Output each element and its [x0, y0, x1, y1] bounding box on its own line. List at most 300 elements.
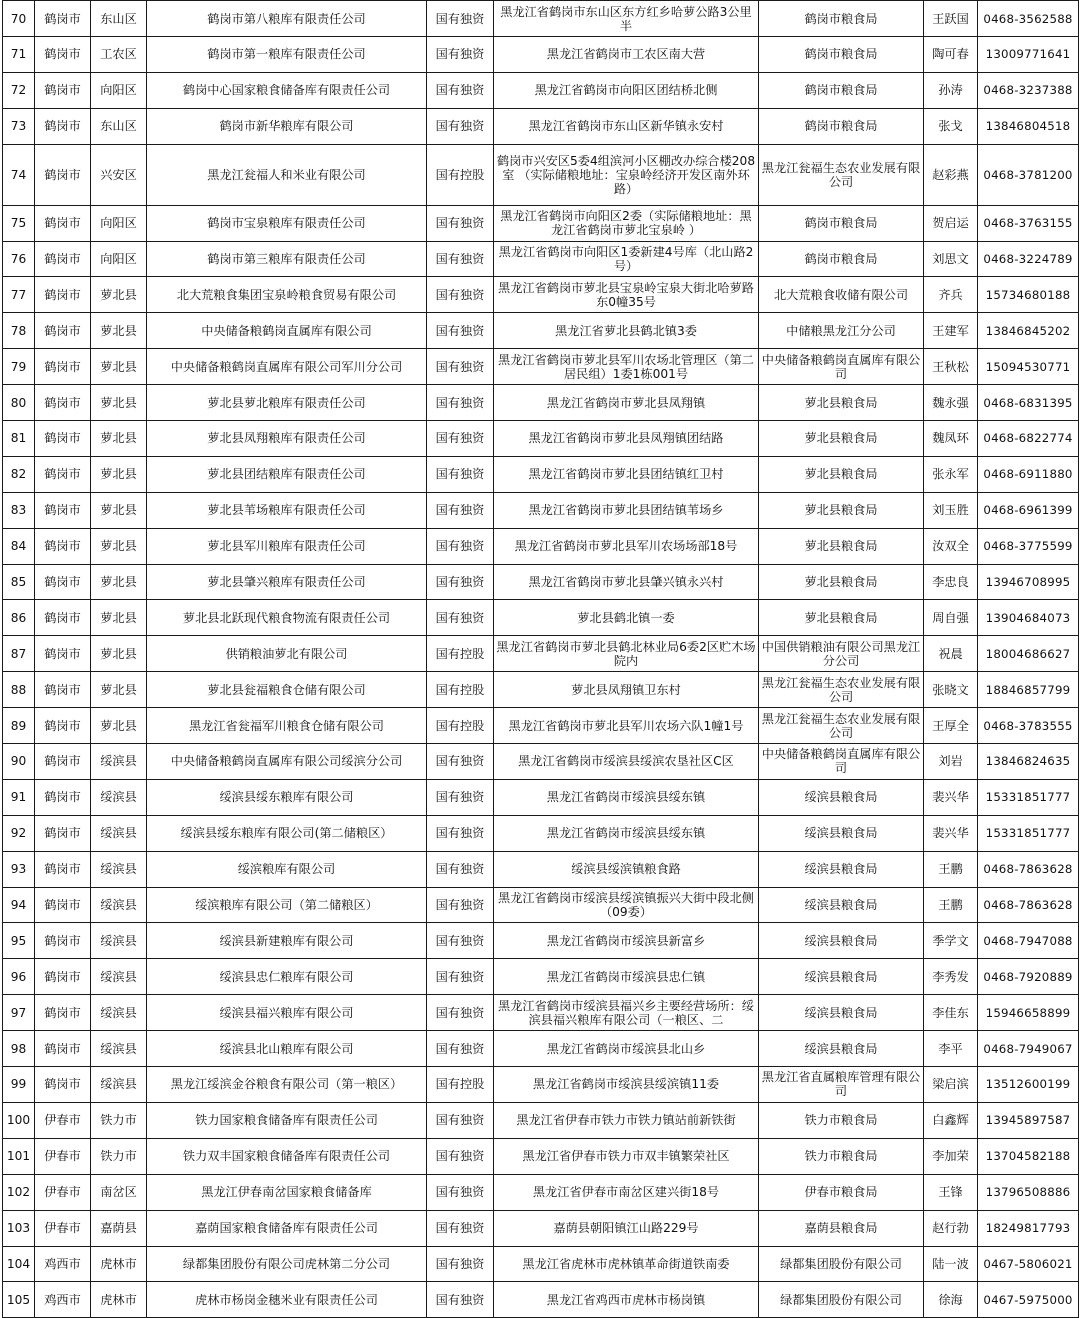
phone-number: 15094530771 — [978, 349, 1079, 385]
city: 鸡西市 — [35, 1282, 91, 1318]
phone-number: 15331851777 — [978, 779, 1079, 815]
contact-person: 赵彩燕 — [924, 144, 978, 205]
ownership-type: 国有控股 — [427, 672, 494, 708]
company-name: 萝北县军川粮库有限责任公司 — [147, 528, 427, 564]
supervising-unit: 中国供销粮油有限公司黑龙江分公司 — [759, 636, 924, 672]
ownership-type: 国有独资 — [427, 1, 494, 37]
row-number: 79 — [3, 349, 35, 385]
contact-person: 魏永强 — [924, 385, 978, 421]
address: 嘉荫县朝阳镇江山路229号 — [494, 1210, 759, 1246]
contact-person: 王锋 — [924, 1174, 978, 1210]
ownership-type: 国有独资 — [427, 108, 494, 144]
contact-person: 周自强 — [924, 600, 978, 636]
phone-number: 13846804518 — [978, 108, 1079, 144]
address: 黑龙江省伊春市铁力市双丰镇繁荣社区 — [494, 1138, 759, 1174]
company-name: 中央储备粮鹤岗直属库有限公司军川分公司 — [147, 349, 427, 385]
table-row — [3, 600, 1079, 636]
district: 萝北县 — [91, 672, 147, 708]
phone-number: 0467-5975000 — [978, 1282, 1079, 1318]
contact-person: 魏凤环 — [924, 421, 978, 457]
company-name: 绥滨县新建粮库有限公司 — [147, 923, 427, 959]
contact-person: 张晓文 — [924, 672, 978, 708]
contact-person: 孙涛 — [924, 72, 978, 108]
ownership-type: 国有独资 — [427, 851, 494, 887]
city: 鹤岗市 — [35, 72, 91, 108]
ownership-type: 国有独资 — [427, 205, 494, 241]
ownership-type: 国有控股 — [427, 1067, 494, 1103]
row-number: 85 — [3, 564, 35, 600]
city: 鹤岗市 — [35, 205, 91, 241]
address: 黑龙江省鹤岗市绥滨县福兴乡主要经营场所：绥滨县福兴粮库有限公司（一粮区、二 — [494, 995, 759, 1031]
phone-number: 18249817793 — [978, 1210, 1079, 1246]
contact-person: 陆一波 — [924, 1246, 978, 1282]
ownership-type: 国有独资 — [427, 349, 494, 385]
district: 绥滨县 — [91, 995, 147, 1031]
table-row — [3, 636, 1079, 672]
row-number: 71 — [3, 37, 35, 73]
table-row — [3, 385, 1079, 421]
address: 黑龙江省鹤岗市绥滨县绥东镇 — [494, 779, 759, 815]
address: 黑龙江省伊春市南岔区建兴街18号 — [494, 1174, 759, 1210]
table-body — [3, 1, 1079, 1318]
city: 鹤岗市 — [35, 779, 91, 815]
city: 鹤岗市 — [35, 564, 91, 600]
supervising-unit: 鹤岗市粮食局 — [759, 108, 924, 144]
ownership-type: 国有独资 — [427, 1102, 494, 1138]
row-number: 102 — [3, 1174, 35, 1210]
address: 萝北县鹤北镇一委 — [494, 600, 759, 636]
city: 鹤岗市 — [35, 923, 91, 959]
phone-number: 13009771641 — [978, 37, 1079, 73]
phone-number: 0468-3763155 — [978, 205, 1079, 241]
district: 南岔区 — [91, 1174, 147, 1210]
row-number: 99 — [3, 1067, 35, 1103]
city: 鹤岗市 — [35, 815, 91, 851]
supervising-unit: 鹤岗市粮食局 — [759, 241, 924, 277]
contact-person: 王厚全 — [924, 708, 978, 744]
table-row — [3, 72, 1079, 108]
row-number: 91 — [3, 779, 35, 815]
table-row — [3, 1246, 1079, 1282]
ownership-type: 国有独资 — [427, 528, 494, 564]
phone-number: 0468-3562588 — [978, 1, 1079, 37]
phone-number: 0467-5806021 — [978, 1246, 1079, 1282]
district: 萝北县 — [91, 528, 147, 564]
contact-person: 贺启运 — [924, 205, 978, 241]
company-name: 供销粮油萝北有限公司 — [147, 636, 427, 672]
supervising-unit: 萝北县粮食局 — [759, 456, 924, 492]
grain-depot-table — [2, 0, 1079, 1318]
district: 萝北县 — [91, 313, 147, 349]
company-name: 绿都集团股份有限公司虎林第二分公司 — [147, 1246, 427, 1282]
address: 黑龙江省鹤岗市东山区新华镇永安村 — [494, 108, 759, 144]
supervising-unit: 嘉荫县粮食局 — [759, 1210, 924, 1246]
supervising-unit: 黑龙江省直属粮库管理有限公司 — [759, 1067, 924, 1103]
ownership-type: 国有独资 — [427, 744, 494, 780]
supervising-unit: 萝北县粮食局 — [759, 564, 924, 600]
supervising-unit: 绥滨县粮食局 — [759, 959, 924, 995]
contact-person: 李秀发 — [924, 959, 978, 995]
phone-number: 0468-7863628 — [978, 887, 1079, 923]
district: 萝北县 — [91, 277, 147, 313]
table-row — [3, 887, 1079, 923]
city: 鹤岗市 — [35, 1, 91, 37]
city: 鹤岗市 — [35, 37, 91, 73]
company-name: 萝北县团结粮库有限责任公司 — [147, 456, 427, 492]
ownership-type: 国有独资 — [427, 385, 494, 421]
ownership-type: 国有独资 — [427, 37, 494, 73]
row-number: 96 — [3, 959, 35, 995]
district: 绥滨县 — [91, 851, 147, 887]
supervising-unit: 伊春市粮食局 — [759, 1174, 924, 1210]
company-name: 黑龙江瓮福人和米业有限公司 — [147, 144, 427, 205]
contact-person: 齐兵 — [924, 277, 978, 313]
contact-person: 祝晨 — [924, 636, 978, 672]
ownership-type: 国有独资 — [427, 923, 494, 959]
ownership-type: 国有独资 — [427, 815, 494, 851]
row-number: 77 — [3, 277, 35, 313]
city: 鹤岗市 — [35, 528, 91, 564]
district: 萝北县 — [91, 492, 147, 528]
row-number: 101 — [3, 1138, 35, 1174]
ownership-type: 国有独资 — [427, 1246, 494, 1282]
district: 绥滨县 — [91, 959, 147, 995]
ownership-type: 国有控股 — [427, 144, 494, 205]
phone-number: 13512600199 — [978, 1067, 1079, 1103]
contact-person: 王鹏 — [924, 851, 978, 887]
district: 向阳区 — [91, 241, 147, 277]
company-name: 鹤岗市第三粮库有限责任公司 — [147, 241, 427, 277]
city: 鹤岗市 — [35, 636, 91, 672]
table-row — [3, 851, 1079, 887]
ownership-type: 国有独资 — [427, 995, 494, 1031]
phone-number: 13796508886 — [978, 1174, 1079, 1210]
address: 黑龙江省鹤岗市绥滨县忠仁镇 — [494, 959, 759, 995]
phone-number: 18004686627 — [978, 636, 1079, 672]
table-row — [3, 277, 1079, 313]
row-number: 83 — [3, 492, 35, 528]
supervising-unit: 鹤岗市粮食局 — [759, 72, 924, 108]
company-name: 鹤岗市第八粮库有限责任公司 — [147, 1, 427, 37]
row-number: 72 — [3, 72, 35, 108]
address: 黑龙江省伊春市铁力市铁力镇站前新铁街 — [494, 1102, 759, 1138]
district: 虎林市 — [91, 1282, 147, 1318]
city: 鹤岗市 — [35, 277, 91, 313]
district: 萝北县 — [91, 456, 147, 492]
supervising-unit: 绥滨县粮食局 — [759, 815, 924, 851]
district: 萝北县 — [91, 564, 147, 600]
district: 萝北县 — [91, 636, 147, 672]
ownership-type: 国有独资 — [427, 313, 494, 349]
district: 虎林市 — [91, 1246, 147, 1282]
contact-person: 陶可春 — [924, 37, 978, 73]
supervising-unit: 铁力市粮食局 — [759, 1102, 924, 1138]
row-number: 73 — [3, 108, 35, 144]
address: 黑龙江省鸡西市虎林市杨岗镇 — [494, 1282, 759, 1318]
ownership-type: 国有控股 — [427, 636, 494, 672]
contact-person: 季学文 — [924, 923, 978, 959]
district: 铁力市 — [91, 1138, 147, 1174]
table-row — [3, 1210, 1079, 1246]
address: 黑龙江省鹤岗市萝北县宝泉岭宝泉大街北哈萝路东0幢35号 — [494, 277, 759, 313]
company-name: 黑龙江省瓮福军川粮食仓储有限公司 — [147, 708, 427, 744]
contact-person: 裴兴华 — [924, 815, 978, 851]
address: 绥滨县绥滨镇粮食路 — [494, 851, 759, 887]
city: 伊春市 — [35, 1102, 91, 1138]
phone-number: 0468-7947088 — [978, 923, 1079, 959]
address: 黑龙江省鹤岗市向阳区1委新建4号库（北山路2号） — [494, 241, 759, 277]
phone-number: 0468-3224789 — [978, 241, 1079, 277]
supervising-unit: 中央储备粮鹤岗直属库有限公司 — [759, 744, 924, 780]
company-name: 黑龙江伊春南岔国家粮食储备库 — [147, 1174, 427, 1210]
city: 鹤岗市 — [35, 385, 91, 421]
company-name: 绥滨县绥东粮库有限公司(第二储粮区） — [147, 815, 427, 851]
address: 黑龙江省鹤岗市绥滨县绥东镇 — [494, 815, 759, 851]
district: 绥滨县 — [91, 779, 147, 815]
row-number: 95 — [3, 923, 35, 959]
city: 鹤岗市 — [35, 108, 91, 144]
phone-number: 15331851777 — [978, 815, 1079, 851]
table-row — [3, 564, 1079, 600]
row-number: 100 — [3, 1102, 35, 1138]
company-name: 嘉荫国家粮食储备库有限责任公司 — [147, 1210, 427, 1246]
ownership-type: 国有独资 — [427, 456, 494, 492]
city: 鹤岗市 — [35, 349, 91, 385]
row-number: 105 — [3, 1282, 35, 1318]
ownership-type: 国有独资 — [427, 887, 494, 923]
supervising-unit: 萝北县粮食局 — [759, 600, 924, 636]
address: 黑龙江省鹤岗市绥滨县绥滨农垦社区C区 — [494, 744, 759, 780]
company-name: 鹤岗市宝泉粮库有限责任公司 — [147, 205, 427, 241]
table-row — [3, 959, 1079, 995]
phone-number: 0468-7949067 — [978, 1031, 1079, 1067]
district: 绥滨县 — [91, 815, 147, 851]
address: 黑龙江省鹤岗市萝北县肇兴镇永兴村 — [494, 564, 759, 600]
phone-number: 13846845202 — [978, 313, 1079, 349]
phone-number: 13904684073 — [978, 600, 1079, 636]
table-row — [3, 313, 1079, 349]
ownership-type: 国有独资 — [427, 241, 494, 277]
contact-person: 李忠良 — [924, 564, 978, 600]
city: 伊春市 — [35, 1138, 91, 1174]
company-name: 萝北县萝北粮库有限责任公司 — [147, 385, 427, 421]
phone-number: 0468-3237388 — [978, 72, 1079, 108]
ownership-type: 国有独资 — [427, 959, 494, 995]
supervising-unit: 中央储备粮鹤岗直属库有限公司 — [759, 349, 924, 385]
contact-person: 徐海 — [924, 1282, 978, 1318]
address: 黑龙江省鹤岗市向阳区团结桥北侧 — [494, 72, 759, 108]
district: 铁力市 — [91, 1102, 147, 1138]
phone-number: 13945897587 — [978, 1102, 1079, 1138]
row-number: 94 — [3, 887, 35, 923]
city: 鹤岗市 — [35, 1031, 91, 1067]
ownership-type: 国有独资 — [427, 421, 494, 457]
address: 黑龙江省鹤岗市萝北县凤翔镇团结路 — [494, 421, 759, 457]
supervising-unit: 萝北县粮食局 — [759, 528, 924, 564]
row-number: 88 — [3, 672, 35, 708]
address: 黑龙江省鹤岗市萝北县鹤北林业局6委2区贮木场院内 — [494, 636, 759, 672]
table-row — [3, 1031, 1079, 1067]
ownership-type: 国有独资 — [427, 1138, 494, 1174]
address: 黑龙江省鹤岗市萝北县军川农场北管理区（第二居民组）1委1栋001号 — [494, 349, 759, 385]
phone-number: 0468-7920889 — [978, 959, 1079, 995]
row-number: 84 — [3, 528, 35, 564]
address: 黑龙江省鹤岗市绥滨县北山乡 — [494, 1031, 759, 1067]
phone-number: 15946658899 — [978, 995, 1079, 1031]
district: 绥滨县 — [91, 1067, 147, 1103]
district: 绥滨县 — [91, 923, 147, 959]
address: 黑龙江省鹤岗市萝北县军川农场场部18号 — [494, 528, 759, 564]
phone-number: 0468-6831395 — [978, 385, 1079, 421]
supervising-unit: 绿都集团股份有限公司 — [759, 1246, 924, 1282]
address: 黑龙江省鹤岗市萝北县凤翔镇 — [494, 385, 759, 421]
phone-number: 0468-6822774 — [978, 421, 1079, 457]
district: 东山区 — [91, 1, 147, 37]
contact-person: 李平 — [924, 1031, 978, 1067]
company-name: 铁力国家粮食储备库有限责任公司 — [147, 1102, 427, 1138]
table-row — [3, 492, 1079, 528]
contact-person: 刘思文 — [924, 241, 978, 277]
company-name: 中央储备粮鹤岗直属库有限公司绥滨分公司 — [147, 744, 427, 780]
city: 鹤岗市 — [35, 1067, 91, 1103]
supervising-unit: 绥滨县粮食局 — [759, 1031, 924, 1067]
supervising-unit: 绥滨县粮食局 — [759, 851, 924, 887]
row-number: 74 — [3, 144, 35, 205]
supervising-unit: 鹤岗市粮食局 — [759, 1, 924, 37]
contact-person: 刘岩 — [924, 744, 978, 780]
address: 黑龙江省鹤岗市萝北县军川农场六队1幢1号 — [494, 708, 759, 744]
company-name: 绥滨粮库有限公司 — [147, 851, 427, 887]
contact-person: 白鑫辉 — [924, 1102, 978, 1138]
row-number: 82 — [3, 456, 35, 492]
contact-person: 刘玉胜 — [924, 492, 978, 528]
contact-person: 王鹏 — [924, 887, 978, 923]
company-name: 萝北县苇场粮库有限责任公司 — [147, 492, 427, 528]
company-name: 中央储备粮鹤岗直属库有限公司 — [147, 313, 427, 349]
district: 萝北县 — [91, 349, 147, 385]
table-row — [3, 349, 1079, 385]
company-name: 鹤岗市第一粮库有限责任公司 — [147, 37, 427, 73]
address: 黑龙江省萝北县鹤北镇3委 — [494, 313, 759, 349]
table-row — [3, 144, 1079, 205]
ownership-type: 国有独资 — [427, 564, 494, 600]
ownership-type: 国有独资 — [427, 1031, 494, 1067]
contact-person: 王建军 — [924, 313, 978, 349]
row-number: 98 — [3, 1031, 35, 1067]
supervising-unit: 北大荒粮食收储有限公司 — [759, 277, 924, 313]
company-name: 鹤岗市新华粮库有限公司 — [147, 108, 427, 144]
city: 鹤岗市 — [35, 600, 91, 636]
city: 鹤岗市 — [35, 708, 91, 744]
phone-number: 18846857799 — [978, 672, 1079, 708]
table-row — [3, 815, 1079, 851]
supervising-unit: 萝北县粮食局 — [759, 421, 924, 457]
address: 黑龙江省鹤岗市绥滨县绥滨镇11委 — [494, 1067, 759, 1103]
row-number: 90 — [3, 744, 35, 780]
ownership-type: 国有独资 — [427, 72, 494, 108]
city: 鹤岗市 — [35, 672, 91, 708]
table-row — [3, 205, 1079, 241]
address: 黑龙江省鹤岗市东山区东方红乡哈萝公路3公里半 — [494, 1, 759, 37]
phone-number: 15734680188 — [978, 277, 1079, 313]
row-number: 75 — [3, 205, 35, 241]
phone-number: 0468-7863628 — [978, 851, 1079, 887]
table-row — [3, 1138, 1079, 1174]
company-name: 北大荒粮食集团宝泉岭粮食贸易有限公司 — [147, 277, 427, 313]
table-row — [3, 744, 1079, 780]
company-name: 萝北县北跃现代粮食物流有限责任公司 — [147, 600, 427, 636]
company-name: 绥滨县福兴粮库有限公司 — [147, 995, 427, 1031]
supervising-unit: 黑龙江瓮福生态农业发展有限公司 — [759, 144, 924, 205]
city: 鹤岗市 — [35, 241, 91, 277]
table-row — [3, 1067, 1079, 1103]
contact-person: 王秋松 — [924, 349, 978, 385]
city: 鹤岗市 — [35, 144, 91, 205]
table-row — [3, 1102, 1079, 1138]
company-name: 绥滨粮库有限公司（第二储粮区） — [147, 887, 427, 923]
table-row — [3, 708, 1079, 744]
phone-number: 0468-6911880 — [978, 456, 1079, 492]
district: 向阳区 — [91, 205, 147, 241]
district: 绥滨县 — [91, 887, 147, 923]
ownership-type: 国有独资 — [427, 779, 494, 815]
district: 萝北县 — [91, 708, 147, 744]
contact-person: 赵行勃 — [924, 1210, 978, 1246]
district: 绥滨县 — [91, 744, 147, 780]
city: 鹤岗市 — [35, 421, 91, 457]
supervising-unit: 鹤岗市粮食局 — [759, 205, 924, 241]
table-row — [3, 1, 1079, 37]
contact-person: 王跃国 — [924, 1, 978, 37]
ownership-type: 国有独资 — [427, 600, 494, 636]
row-number: 97 — [3, 995, 35, 1031]
row-number: 78 — [3, 313, 35, 349]
contact-person: 汝双全 — [924, 528, 978, 564]
address: 黑龙江省鹤岗市萝北县团结镇红卫村 — [494, 456, 759, 492]
city: 伊春市 — [35, 1174, 91, 1210]
table-row — [3, 1174, 1079, 1210]
phone-number: 0468-3775599 — [978, 528, 1079, 564]
contact-person: 李加荣 — [924, 1138, 978, 1174]
address: 黑龙江省鹤岗市绥滨县绥滨镇振兴大街中段北侧（09委） — [494, 887, 759, 923]
address: 黑龙江省鹤岗市工农区南大营 — [494, 37, 759, 73]
phone-number: 13946708995 — [978, 564, 1079, 600]
address: 黑龙江省虎林市虎林镇革命街道铁南委 — [494, 1246, 759, 1282]
row-number: 103 — [3, 1210, 35, 1246]
table-row — [3, 421, 1079, 457]
company-name: 绥滨县绥东粮库有限公司 — [147, 779, 427, 815]
city: 鹤岗市 — [35, 959, 91, 995]
address: 萝北县凤翔镇卫东村 — [494, 672, 759, 708]
ownership-type: 国有独资 — [427, 492, 494, 528]
phone-number: 13704582188 — [978, 1138, 1079, 1174]
row-number: 76 — [3, 241, 35, 277]
supervising-unit: 黑龙江瓮福生态农业发展有限公司 — [759, 708, 924, 744]
district: 工农区 — [91, 37, 147, 73]
row-number: 81 — [3, 421, 35, 457]
contact-person: 李佳东 — [924, 995, 978, 1031]
row-number: 86 — [3, 600, 35, 636]
company-name: 绥滨县忠仁粮库有限公司 — [147, 959, 427, 995]
city: 鹤岗市 — [35, 313, 91, 349]
district: 萝北县 — [91, 385, 147, 421]
city: 伊春市 — [35, 1210, 91, 1246]
company-name: 虎林市杨岗金穗米业有限责任公司 — [147, 1282, 427, 1318]
district: 东山区 — [91, 108, 147, 144]
city: 鹤岗市 — [35, 887, 91, 923]
table-row — [3, 779, 1079, 815]
address: 黑龙江省鹤岗市绥滨县新富乡 — [494, 923, 759, 959]
